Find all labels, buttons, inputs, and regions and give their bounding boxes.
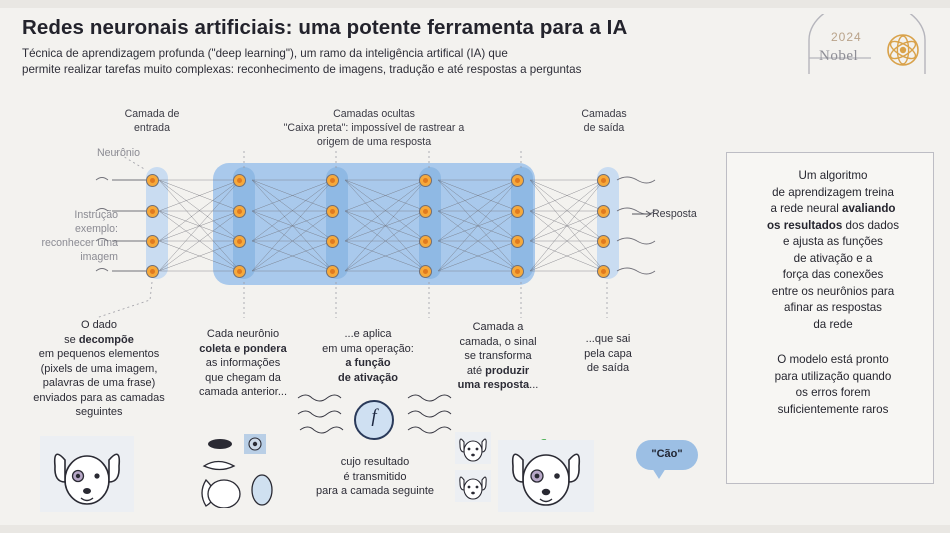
label-neuron: Neurônio — [97, 147, 140, 159]
node-h1-3 — [233, 235, 246, 248]
node-h3-4 — [419, 265, 432, 278]
side-panel-paragraph-1: Um algoritmo de aprendizagem treina a rede neural avaliando os resultados dos dados e ajusta as funções de ativação e a força das conexões entre os neurônios para afinar as respostas da rede — [766, 169, 900, 331]
caption-layer-by-layer: Camada a camada, o sinal se transforma até produzir uma resposta... — [457, 321, 539, 391]
node-h2-3 — [326, 235, 339, 248]
node-h3-3 — [419, 235, 432, 248]
caption-collect: Cada neurônio coleta e pondera as informações que chegam da camada anterior... — [198, 328, 288, 398]
dog-drawing-thumb-1 — [455, 432, 491, 464]
node-h4-4 — [511, 265, 524, 278]
node-input-1 — [146, 174, 159, 187]
caption-decompose: O dado se decompõe em pequenos elementos (pixels de uma imagem, palavras de uma frase) enviados para as camadas seguintes — [33, 319, 165, 418]
atom-icon — [888, 35, 918, 65]
node-output-3 — [597, 235, 610, 248]
caption-activation-result: cujo resultado é transmitido para a camada seguinte — [315, 456, 435, 497]
nobel-wordmark: Nobel — [819, 48, 859, 64]
node-input-3 — [146, 235, 159, 248]
node-output-2 — [597, 205, 610, 218]
nobel-logo-graphic — [805, 14, 930, 78]
page-title: Redes neuronais artificiais: uma potente ferramenta para a IA — [22, 16, 628, 39]
side-panel-paragraph-2: O modelo está pronto para utilização quando os erros forem suficientemente raros — [774, 353, 892, 416]
subtitle-line-2: permite realizar tarefas muito complexas: reconhecimento de imagens, tradução e até respostas a perguntas — [22, 63, 582, 76]
decomposed-pieces — [196, 432, 288, 508]
label-output-layer: Camadas de saída — [581, 108, 627, 134]
node-input-4 — [146, 265, 159, 278]
top-border — [0, 0, 950, 8]
hidden-layers-band — [213, 163, 535, 285]
label-response: Resposta — [652, 208, 697, 220]
node-h1-1 — [233, 174, 246, 187]
label-hidden-layers: Camadas ocultas "Caixa preta": impossível de rastrear a origem de uma resposta — [283, 108, 465, 148]
label-input-layer: Camada de entrada — [124, 108, 180, 134]
dog-drawing-output — [498, 438, 594, 512]
node-h1-2 — [233, 205, 246, 218]
speech-bubble-label: "Cão" — [651, 448, 683, 460]
node-h2-2 — [326, 205, 339, 218]
node-h3-2 — [419, 205, 432, 218]
node-h2-4 — [326, 265, 339, 278]
node-output-4 — [597, 265, 610, 278]
nobel-year: 2024 — [831, 30, 862, 44]
activation-function-symbol: f — [371, 406, 377, 427]
node-h4-3 — [511, 235, 524, 248]
node-h1-4 — [233, 265, 246, 278]
node-h4-2 — [511, 205, 524, 218]
node-h3-1 — [419, 174, 432, 187]
bottom-border — [0, 525, 950, 533]
label-instruction: Instrução exemplo: reconhecer uma imagem — [41, 209, 118, 263]
caption-output: ...que sai pela capa de saída — [584, 333, 632, 374]
node-h4-1 — [511, 174, 524, 187]
node-output-1 — [597, 174, 610, 187]
caption-activation: ...e aplica em uma operação: a função de ativação — [322, 328, 414, 384]
node-input-2 — [146, 205, 159, 218]
dog-drawing-input — [40, 436, 134, 512]
nobel-logo — [805, 14, 930, 78]
page-subtitle — [22, 46, 762, 78]
node-h2-1 — [326, 174, 339, 187]
dog-drawing-thumb-2 — [455, 470, 491, 502]
subtitle-line-1: Técnica de aprendizagem profunda ("deep learning"), um ramo da inteligência artifical (IA) que — [22, 47, 508, 60]
